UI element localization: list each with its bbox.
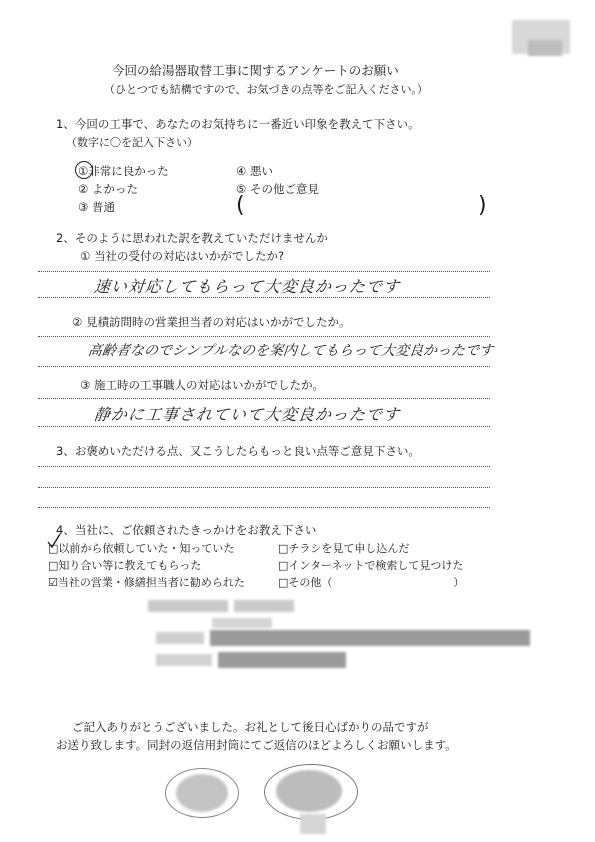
answer-line (38, 336, 490, 337)
redacted-phone-2 (218, 652, 346, 668)
q4-option-sales-rep: ☑当社の営業・修繕担当者に勧められた (48, 576, 245, 589)
q2-sub2: ② 見積訪問時の営業担当者の対応はいかがでしたか。 (72, 315, 351, 329)
page-title: 今回の給湯器取替工事に関するアンケートのお願い (112, 63, 399, 78)
redacted-seal-right-fill (276, 770, 342, 812)
answer-line (38, 487, 490, 488)
q4-option-internet: □インターネットで検索して見つけた (278, 559, 464, 572)
q4-option-other: □その他（ ） (278, 576, 465, 589)
q1-option-4: ④ 悪い (236, 164, 273, 178)
q1-option-3: ③ 普通 (78, 200, 115, 214)
q1-note: （数字に〇を記入下さい） (66, 136, 198, 149)
q4-question: 4、当社に、ご依頼されたきっかけをお教え下さい (56, 523, 317, 537)
answer-line (38, 297, 490, 298)
q2-question: 2、そのように思われた訳を教えていただけませんか (56, 231, 328, 245)
q2-answer-2: 高齢者なのでシンプルなのを案内してもらって大変良かったです (87, 343, 494, 359)
answer-line (38, 507, 490, 508)
q1-option-2: ② よかった (78, 182, 138, 196)
redacted-address-2 (210, 630, 530, 646)
answer-line (38, 366, 490, 367)
redacted-company-name-2 (234, 600, 294, 612)
q1-option-5: ⑤ その他ご意見 (236, 182, 319, 196)
q4-option-previous: □以前から依頼していた・知っていた (48, 542, 235, 555)
footer-line-2: お送り致します。同封の返信用封筒にてご返信のほどよろしくお願いします。 (56, 738, 457, 752)
q3-question: 3、お褒めいただける点、又こうしたらもっと良い点等ご意見下さい。 (56, 444, 420, 458)
q1-option-1: ①非常に良かった (78, 164, 169, 178)
answer-line (38, 426, 490, 427)
answer-line (38, 466, 490, 467)
page-subtitle: （ひとつでも結構ですので、お気づきの点等をご記入ください。） (104, 83, 429, 96)
redacted-address (156, 632, 204, 644)
redacted-seal-left-fill (176, 774, 228, 812)
redacted-company-name (148, 600, 228, 612)
redacted-line-2 (212, 618, 272, 628)
q1-question: 1、今回の工事で、あなたのお気持ちに一番近い印象を教えて下さい。 (56, 117, 420, 131)
answer-line (38, 271, 490, 272)
q4-option-flyer: □チラシを見て申し込んだ (278, 542, 410, 555)
checkmark-icon (47, 533, 61, 549)
q2-answer-1: 速い対応してもらって大変良かったです (92, 277, 401, 296)
q4-option-acquaintance: □知り合い等に教えてもらった (48, 559, 202, 572)
footer-line-1: ご記入ありがとうございました。お礼として後日心ばかりの品ですが (72, 720, 429, 734)
q2-sub3: ③ 施工時の工事職人の対応はいかがでしたか。 (80, 378, 324, 392)
q2-answer-3: 静かに工事されていて大変良かったです (92, 405, 401, 424)
redacted-bottom-mark (300, 814, 326, 834)
selection-circle-mark (75, 161, 93, 179)
q1-paren-open: ( (236, 193, 245, 218)
q2-sub1: ① 当社の受付の対応はいかがでしたか? (80, 249, 285, 263)
answer-line (38, 398, 490, 399)
redacted-top-right-2 (528, 40, 562, 56)
redacted-phone (156, 654, 212, 666)
q1-paren-close: ) (478, 193, 487, 218)
